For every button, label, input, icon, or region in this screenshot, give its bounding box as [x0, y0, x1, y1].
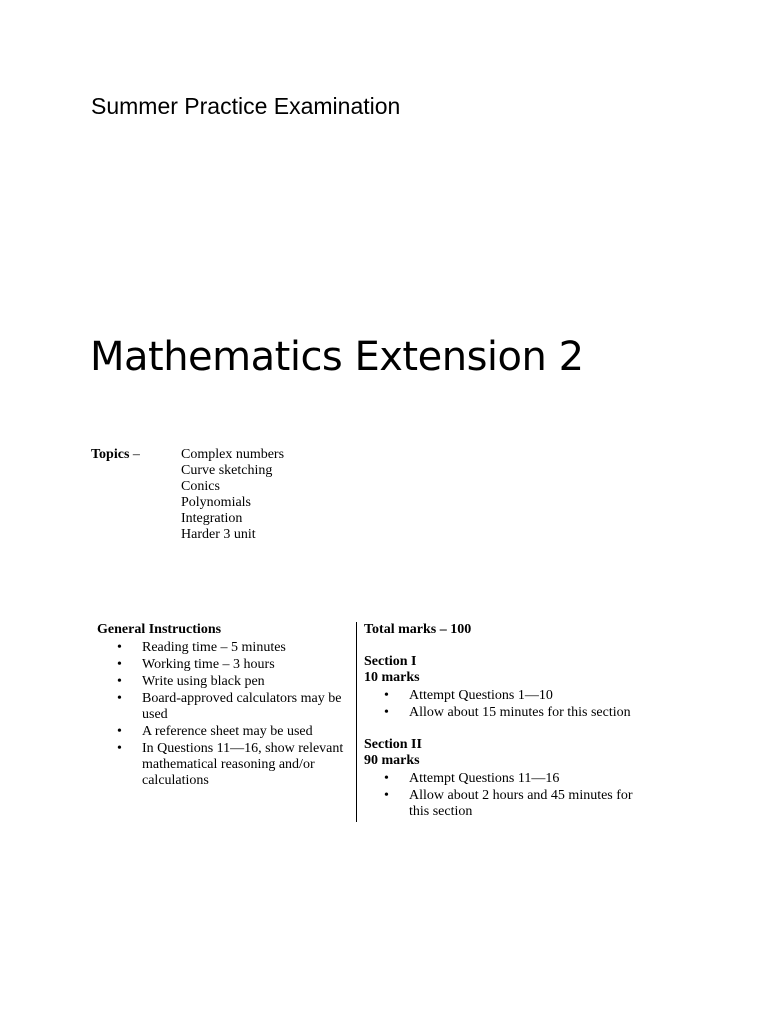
topic-item: Curve sketching: [181, 463, 273, 478]
instructions-list: [97, 640, 347, 789]
instruction-item: • In Questions 11—16, show relevant mathematical reasoning and/or calculations: [97, 741, 347, 789]
section-2-item: • Attempt Questions 11—16: [364, 771, 654, 787]
section-2-item: • Allow about 2 hours and 45 minutes for this section: [364, 788, 654, 820]
section-1-item: • Attempt Questions 1—10: [364, 688, 654, 704]
instruction-item: • Reading time – 5 minutes: [97, 640, 347, 656]
topics-label-text: Topics: [91, 447, 130, 462]
exam-title: Mathematics Extension 2: [90, 334, 584, 380]
total-marks: Total marks – 100: [364, 622, 472, 637]
section-1: [364, 654, 664, 721]
section-1-list: [364, 688, 654, 721]
exam-subtitle: Summer Practice Examination: [91, 93, 401, 119]
topic-item: Conics: [181, 479, 220, 494]
column-divider: [356, 622, 357, 822]
topic-item: Harder 3 unit: [181, 527, 256, 542]
instruction-item: • Board-approved calculators may be used: [97, 691, 347, 723]
topics-label: [91, 447, 140, 463]
general-instructions: [97, 622, 347, 790]
section-1-item: • Allow about 15 minutes for this section: [364, 705, 654, 721]
marks-column: [364, 622, 664, 821]
instructions-heading: General Instructions: [97, 622, 222, 637]
topic-item: Polynomials: [181, 495, 252, 510]
instruction-item: • A reference sheet may be used: [97, 724, 347, 740]
section-1-name: Section I: [364, 654, 417, 669]
section-2-marks: 90 marks: [364, 753, 420, 768]
topic-item: Complex numbers: [181, 447, 285, 462]
instruction-item: • Write using black pen: [97, 674, 347, 690]
topic-item: Integration: [181, 511, 243, 526]
topics-separator: –: [129, 447, 140, 462]
section-2-list: [364, 771, 654, 820]
section-1-marks: 10 marks: [364, 670, 420, 685]
section-2: [364, 737, 664, 820]
topics-list: [181, 447, 284, 543]
section-2-name: Section II: [364, 737, 422, 752]
instruction-item: • Working time – 3 hours: [97, 657, 347, 673]
